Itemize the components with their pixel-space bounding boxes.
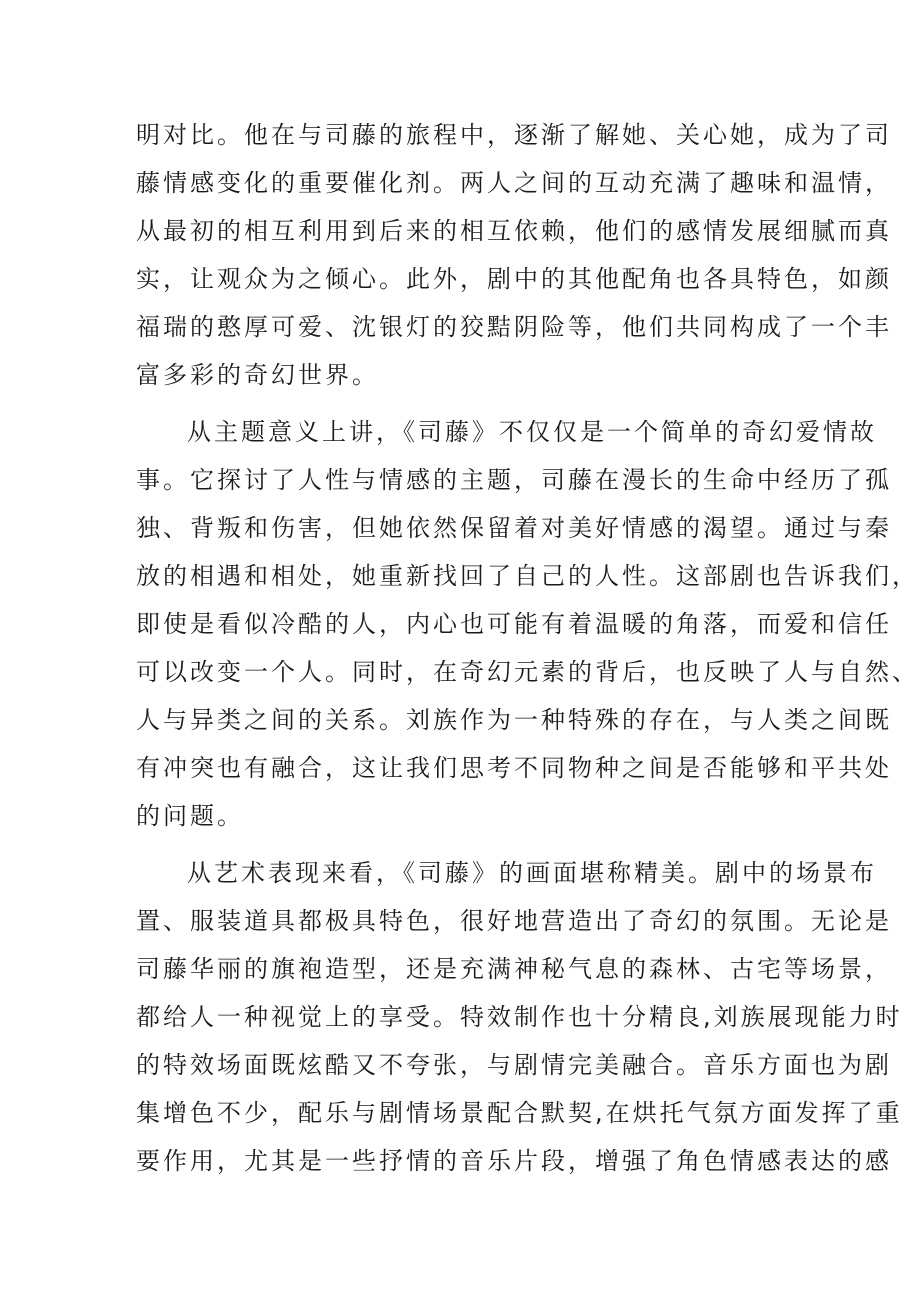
- text-line: 独、背叛和伤害，但她依然保留着对美好情感的渴望。通过与秦: [136, 514, 892, 542]
- paragraph-art: [136, 849, 903, 1185]
- paragraph-theme: [136, 408, 919, 840]
- text-line: 富多彩的奇幻世界。: [136, 361, 379, 389]
- text-line: 集增色不少，配乐与剧情场景配合默契,在烘托气氛方面发挥了重: [136, 1099, 903, 1127]
- text-line: 从最初的相互利用到后来的相互依赖，他们的感情发展细腻而真: [136, 217, 892, 245]
- text-line: 都给人一种视觉上的享受。特效制作也十分精良,刘族展现能力时: [136, 1003, 903, 1031]
- paragraph-characters: [136, 111, 892, 399]
- text-line: 的问题。: [136, 802, 244, 830]
- text-line: 明对比。他在与司藤的旅程中，逐渐了解她、关心她，成为了司: [136, 121, 892, 149]
- text-line: 事。它探讨了人性与情感的主题，司藤在漫长的生命中经历了孤: [136, 466, 892, 494]
- text-line: 即使是看似冷酷的人，内心也可能有着温暖的角落，而爱和信任: [136, 610, 892, 638]
- text-line: 置、服装道具都极具特色，很好地营造出了奇幻的氛围。无论是: [136, 907, 892, 935]
- text-line: 藤情感变化的重要催化剂。两人之间的互动充满了趣味和温情，: [136, 169, 892, 197]
- text-line: 要作用，尤其是一些抒情的音乐片段，增强了角色情感表达的感: [136, 1147, 892, 1175]
- text-line: 实，让观众为之倾心。此外，剧中的其他配角也各具特色，如颜: [136, 265, 892, 293]
- text-line: 司藤华丽的旗袍造型，还是充满神秘气息的森林、古宅等场景，: [136, 955, 892, 983]
- document-body: [136, 111, 919, 1185]
- text-line: 放的相遇和相处，她重新找回了自己的人性。这部剧也告诉我们，: [136, 562, 919, 590]
- text-line: 人与异类之间的关系。刘族作为一种特殊的存在，与人类之间既: [136, 706, 892, 734]
- text-line: 的特效场面既炫酷又不夸张，与剧情完美融合。音乐方面也为剧: [136, 1051, 892, 1079]
- text-line: 从艺术表现来看，《司藤》的画面堪称精美。剧中的场景布: [187, 859, 877, 887]
- text-line: 福瑞的憨厚可爱、沈银灯的狡黠阴险等，他们共同构成了一个丰: [136, 313, 892, 341]
- text-line: 有冲突也有融合，这让我们思考不同物种之间是否能够和平共处: [136, 754, 892, 782]
- text-line: 可以改变一个人。同时，在奇幻元素的背后，也反映了人与自然、: [136, 658, 919, 686]
- text-line: 从主题意义上讲，《司藤》不仅仅是一个简单的奇幻爱情故: [187, 418, 877, 446]
